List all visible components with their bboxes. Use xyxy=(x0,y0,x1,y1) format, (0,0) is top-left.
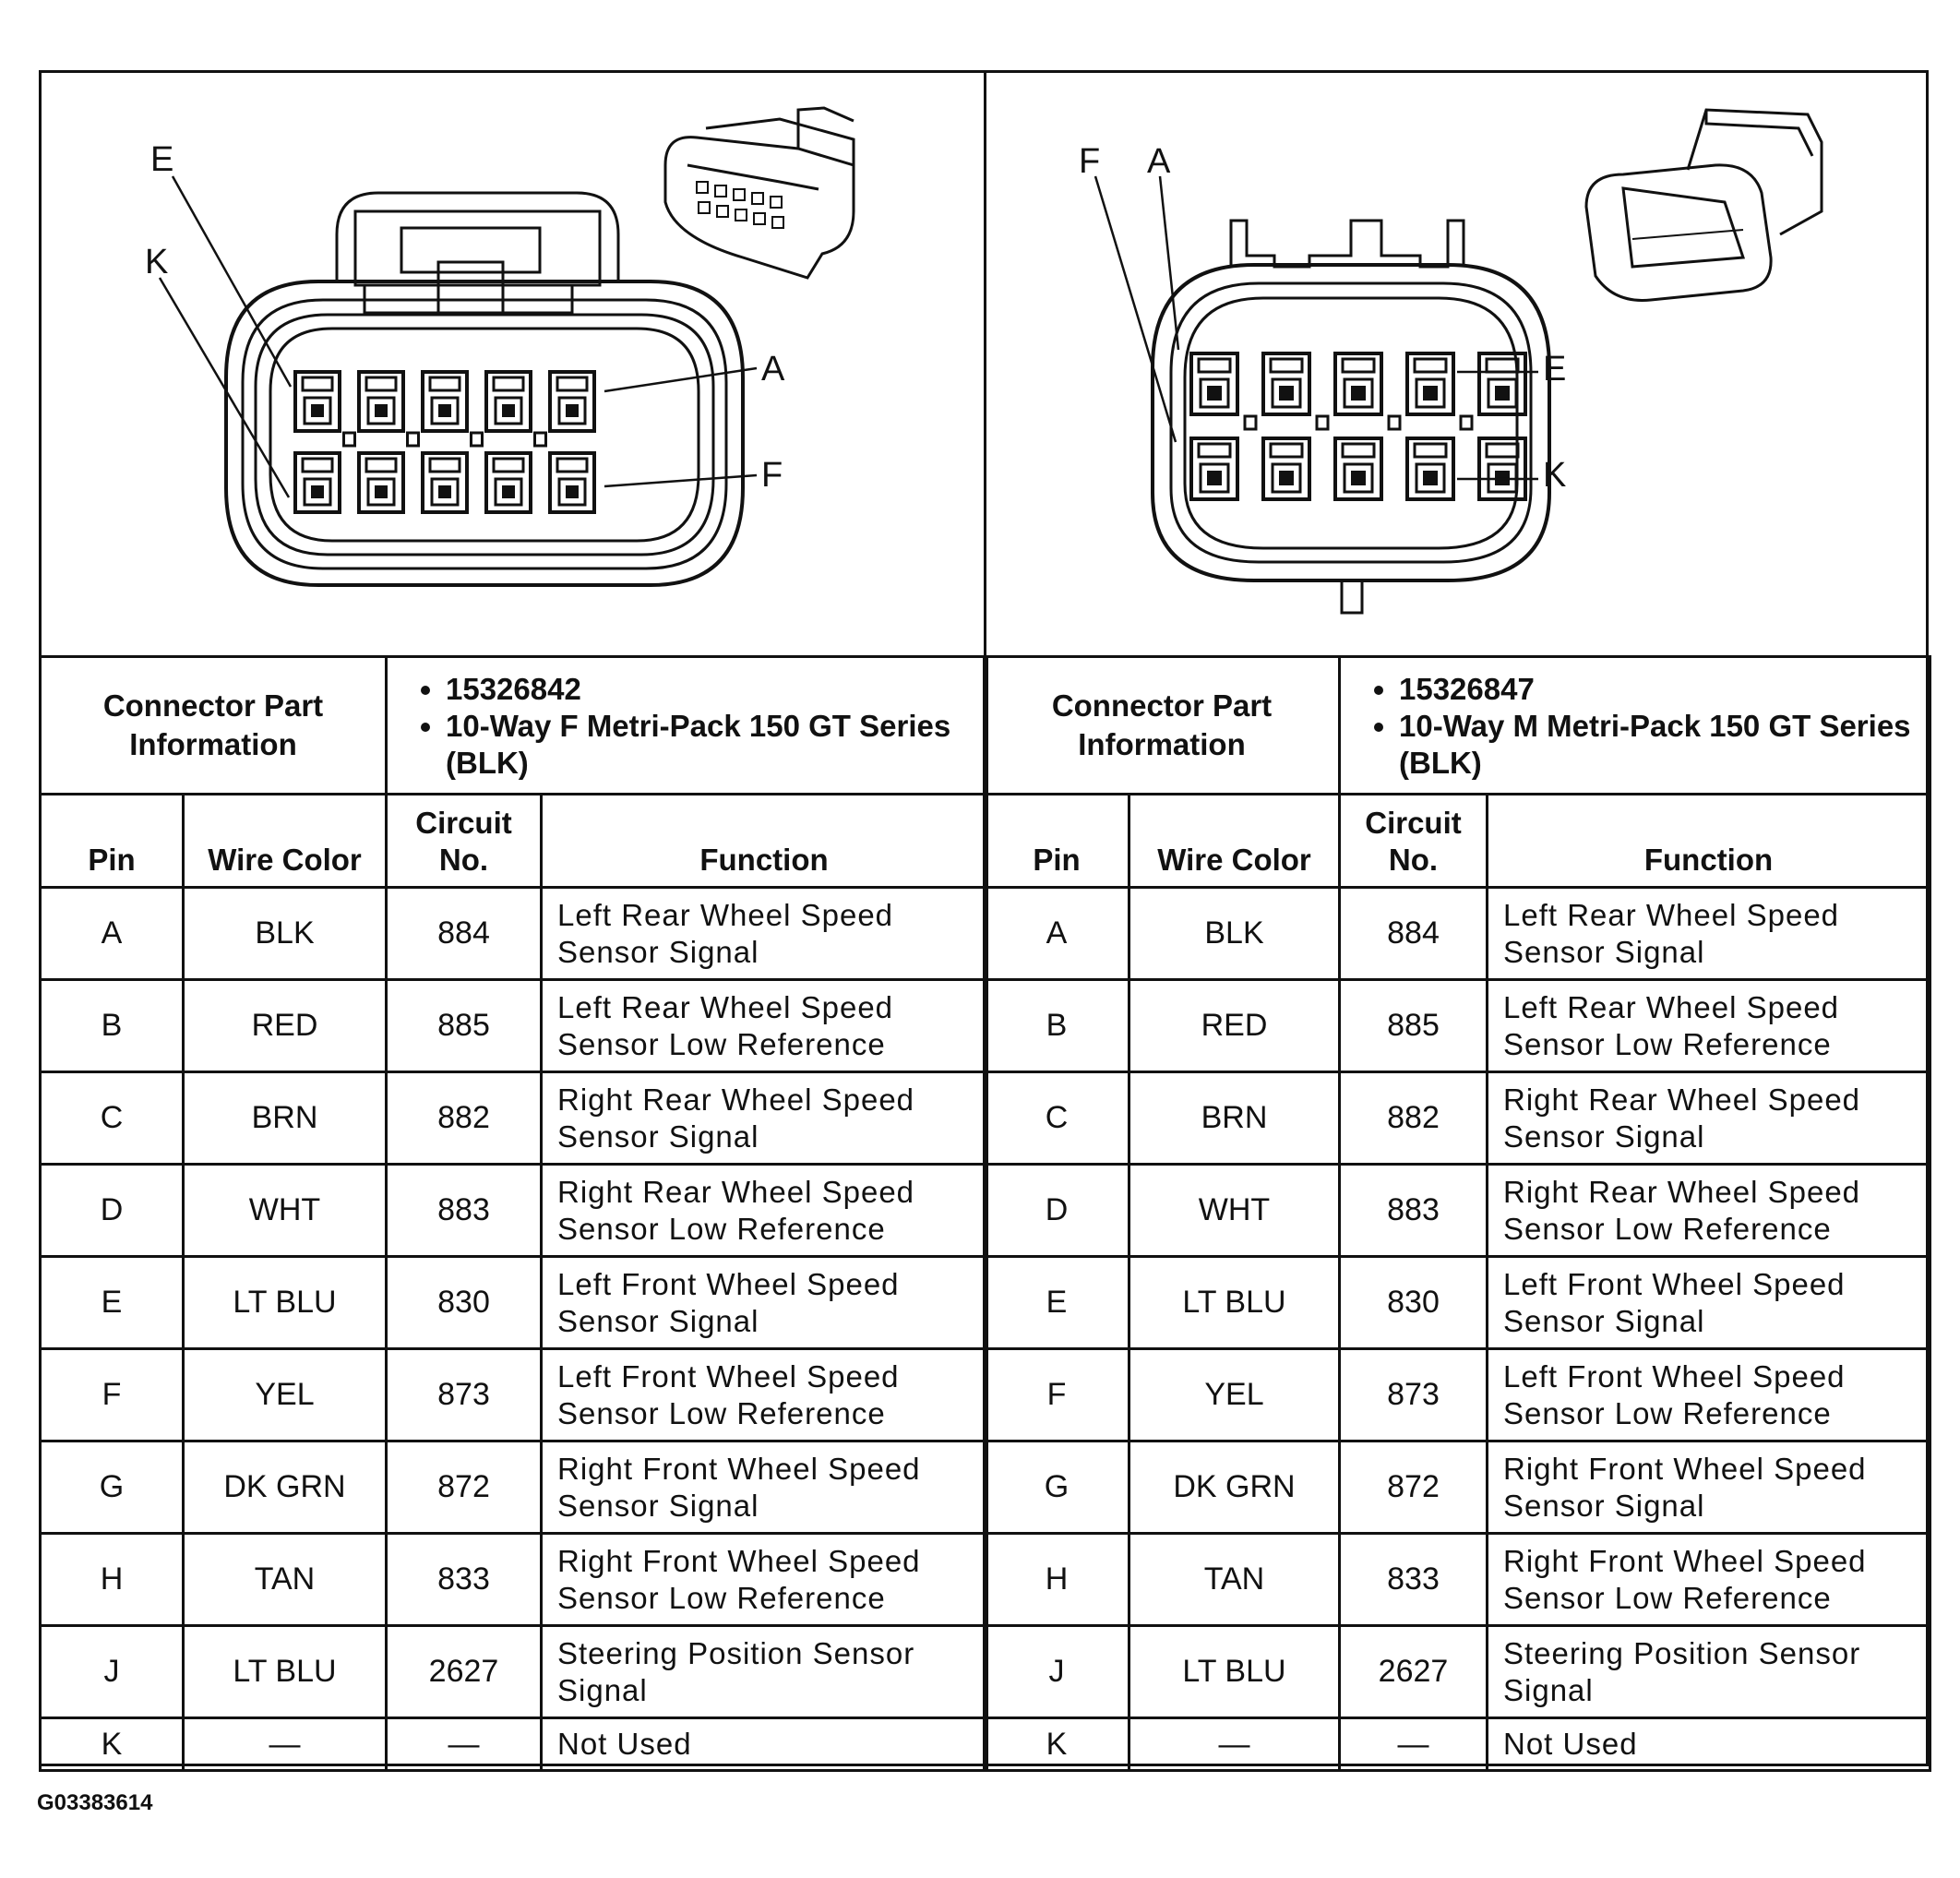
pin-row xyxy=(41,1718,987,1771)
function-cell: Right Front Wheel Speed Sensor Low Reference xyxy=(542,1534,987,1626)
function-cell: Left Front Wheel Speed Sensor Low Reference xyxy=(1488,1349,1930,1441)
pin-cavity xyxy=(423,453,467,512)
mini-connector-icon xyxy=(1586,110,1822,300)
callout-line-e xyxy=(173,176,291,387)
pin-row xyxy=(41,1441,987,1534)
male-pin-rows xyxy=(985,888,1930,1771)
wire-color-cell: RED xyxy=(1129,980,1340,1072)
wire-color-cell: — xyxy=(184,1718,387,1771)
function-cell: Steering Position Sensor Signal xyxy=(1488,1626,1930,1718)
pin-cell: B xyxy=(985,980,1129,1072)
pin-cavity xyxy=(359,453,403,512)
pin-cavity xyxy=(550,372,594,431)
circuit-header: Circuit No. xyxy=(387,795,542,888)
circuit-cell: 884 xyxy=(387,888,542,980)
function-cell: Right Rear Wheel Speed Sensor Signal xyxy=(542,1072,987,1165)
function-cell: Left Front Wheel Speed Sensor Signal xyxy=(542,1257,987,1349)
function-cell: Left Rear Wheel Speed Sensor Low Reference xyxy=(1488,980,1930,1072)
pin-cell: D xyxy=(985,1165,1129,1257)
polarizing-slot xyxy=(1461,416,1472,429)
female-connector-diagram xyxy=(42,73,984,655)
male-connector-table xyxy=(983,655,1931,1772)
wire-color-cell: WHT xyxy=(1129,1165,1340,1257)
pin-row xyxy=(41,1257,987,1349)
function-cell: Not Used xyxy=(542,1718,987,1771)
pin-row xyxy=(985,1441,1930,1534)
male-connector-body xyxy=(1153,221,1549,613)
figure-id: G03383614 xyxy=(37,1790,153,1815)
pin-row xyxy=(41,1349,987,1441)
connector-info-label: Connector Part Information xyxy=(41,657,387,795)
circuit-cell: — xyxy=(387,1718,542,1771)
pin-cavity xyxy=(1335,353,1381,414)
female-pin-rows xyxy=(41,888,987,1771)
wire-color-cell: — xyxy=(1129,1718,1340,1771)
circuit-cell: 872 xyxy=(1340,1441,1488,1534)
wire-color-cell: LT BLU xyxy=(1129,1257,1340,1349)
polarizing-slot xyxy=(472,433,483,446)
pin-header: Pin xyxy=(985,795,1129,888)
part-description: • 10-Way M Metri-Pack 150 GT Series (BLK) xyxy=(1399,708,1929,782)
callout-line-a xyxy=(604,368,757,391)
pin-cavity xyxy=(550,453,594,512)
function-header: Function xyxy=(1488,795,1930,888)
wire-color-header: Wire Color xyxy=(1129,795,1340,888)
pin-row xyxy=(41,1626,987,1718)
wire-color-cell: WHT xyxy=(184,1165,387,1257)
circuit-cell: — xyxy=(1340,1718,1488,1771)
circuit-cell: 882 xyxy=(387,1072,542,1165)
wire-color-header: Wire Color xyxy=(184,795,387,888)
pin-cavity xyxy=(423,372,467,431)
pin-row xyxy=(985,980,1930,1072)
column-header-row xyxy=(41,795,987,888)
function-cell: Left Rear Wheel Speed Sensor Signal xyxy=(1488,888,1930,980)
wire-color-cell: TAN xyxy=(1129,1534,1340,1626)
circuit-cell: 884 xyxy=(1340,888,1488,980)
circuit-cell: 830 xyxy=(387,1257,542,1349)
pin-label-f: F xyxy=(761,456,783,495)
pin-row xyxy=(985,1626,1930,1718)
polarizing-slot xyxy=(408,433,419,446)
pin-cell: E xyxy=(985,1257,1129,1349)
wire-color-cell: LT BLU xyxy=(184,1257,387,1349)
pin-label-e: E xyxy=(1543,350,1567,389)
pin-label-k: K xyxy=(1543,456,1567,495)
circuit-cell: 883 xyxy=(1340,1165,1488,1257)
part-description: • 10-Way F Metri-Pack 150 GT Series (BLK) xyxy=(446,708,986,782)
pin-label-a: A xyxy=(1147,142,1171,181)
polarizing-slot xyxy=(1317,416,1328,429)
function-cell: Right Rear Wheel Speed Sensor Signal xyxy=(1488,1072,1930,1165)
wire-color-cell: TAN xyxy=(184,1534,387,1626)
pin-row xyxy=(41,980,987,1072)
male-pin-terminals xyxy=(1191,353,1525,499)
pin-cell: A xyxy=(985,888,1129,980)
connector-part-info xyxy=(387,657,987,795)
pin-cell: A xyxy=(41,888,184,980)
pin-cell: H xyxy=(41,1534,184,1626)
wire-color-cell: YEL xyxy=(1129,1349,1340,1441)
wire-color-cell: BRN xyxy=(1129,1072,1340,1165)
callout-line-a xyxy=(1160,176,1178,350)
pin-cell: D xyxy=(41,1165,184,1257)
pin-row xyxy=(985,1257,1930,1349)
pin-label-f: F xyxy=(1079,142,1101,181)
function-cell: Left Front Wheel Speed Sensor Low Reference xyxy=(542,1349,987,1441)
pin-cell: E xyxy=(41,1257,184,1349)
connector-info-label: Connector Part Information xyxy=(985,657,1340,795)
function-cell: Steering Position Sensor Signal xyxy=(542,1626,987,1718)
function-cell: Right Front Wheel Speed Sensor Signal xyxy=(1488,1441,1930,1534)
polarizing-slot xyxy=(535,433,546,446)
connector-part-info xyxy=(1340,657,1930,795)
circuit-cell: 883 xyxy=(387,1165,542,1257)
wire-color-cell: YEL xyxy=(184,1349,387,1441)
pin-cell: K xyxy=(985,1718,1129,1771)
connector-info-row xyxy=(41,657,987,795)
polarizing-slot xyxy=(344,433,355,446)
function-header: Function xyxy=(542,795,987,888)
wire-color-cell: DK GRN xyxy=(1129,1441,1340,1534)
pin-cell: F xyxy=(41,1349,184,1441)
wire-color-cell: LT BLU xyxy=(1129,1626,1340,1718)
part-number: • 15326842 xyxy=(446,671,986,708)
callout-line-f xyxy=(604,475,757,486)
female-pin-callouts xyxy=(160,176,757,497)
mini-connector-icon xyxy=(665,108,854,278)
pin-cell: F xyxy=(985,1349,1129,1441)
pin-cavity xyxy=(1191,438,1237,499)
pin-cavity xyxy=(1407,353,1453,414)
pin-header: Pin xyxy=(41,795,184,888)
pin-cell: H xyxy=(985,1534,1129,1626)
pin-cavity xyxy=(1263,438,1309,499)
pin-cavity xyxy=(1335,438,1381,499)
polarizing-slot xyxy=(1245,416,1256,429)
pin-row xyxy=(41,888,987,980)
wire-color-cell: BRN xyxy=(184,1072,387,1165)
pin-cavity xyxy=(486,372,531,431)
circuit-cell: 2627 xyxy=(387,1626,542,1718)
wire-color-cell: BLK xyxy=(184,888,387,980)
pin-row xyxy=(985,1072,1930,1165)
circuit-cell: 873 xyxy=(1340,1349,1488,1441)
pin-cavity xyxy=(1407,438,1453,499)
circuit-cell: 872 xyxy=(387,1441,542,1534)
pin-cell: C xyxy=(41,1072,184,1165)
pin-cavity xyxy=(295,453,340,512)
pin-cell: J xyxy=(41,1626,184,1718)
pin-cavity xyxy=(1263,353,1309,414)
pin-cavity xyxy=(359,372,403,431)
pin-cell: K xyxy=(41,1718,184,1771)
pin-cell: B xyxy=(41,980,184,1072)
circuit-header: Circuit No. xyxy=(1340,795,1488,888)
pin-cavity xyxy=(486,453,531,512)
function-cell: Right Front Wheel Speed Sensor Signal xyxy=(542,1441,987,1534)
function-cell: Right Rear Wheel Speed Sensor Low Reference xyxy=(542,1165,987,1257)
circuit-cell: 885 xyxy=(387,980,542,1072)
connector-info-row xyxy=(985,657,1930,795)
circuit-cell: 2627 xyxy=(1340,1626,1488,1718)
circuit-cell: 830 xyxy=(1340,1257,1488,1349)
function-cell: Left Rear Wheel Speed Sensor Signal xyxy=(542,888,987,980)
column-header-row xyxy=(985,795,1930,888)
circuit-cell: 873 xyxy=(387,1349,542,1441)
function-cell: Left Rear Wheel Speed Sensor Low Reference xyxy=(542,980,987,1072)
pin-row xyxy=(41,1072,987,1165)
circuit-cell: 885 xyxy=(1340,980,1488,1072)
pin-row xyxy=(985,888,1930,980)
circuit-cell: 833 xyxy=(387,1534,542,1626)
wire-color-cell: BLK xyxy=(1129,888,1340,980)
pin-label-k: K xyxy=(145,243,169,281)
pin-cell: J xyxy=(985,1626,1129,1718)
pin-row xyxy=(985,1165,1930,1257)
function-cell: Right Front Wheel Speed Sensor Low Reference xyxy=(1488,1534,1930,1626)
pin-label-e: E xyxy=(150,140,174,179)
pin-row xyxy=(985,1349,1930,1441)
wire-color-cell: RED xyxy=(184,980,387,1072)
pin-row xyxy=(985,1718,1930,1771)
pin-cell: C xyxy=(985,1072,1129,1165)
pin-row xyxy=(41,1165,987,1257)
female-pin-cavities xyxy=(295,372,594,512)
pin-cell: G xyxy=(41,1441,184,1534)
pin-row xyxy=(985,1534,1930,1626)
pin-row xyxy=(41,1534,987,1626)
part-number: • 15326847 xyxy=(1399,671,1929,708)
pin-label-a: A xyxy=(761,350,785,389)
pin-cell: G xyxy=(985,1441,1129,1534)
wire-color-cell: DK GRN xyxy=(184,1441,387,1534)
circuit-cell: 833 xyxy=(1340,1534,1488,1626)
wire-color-cell: LT BLU xyxy=(184,1626,387,1718)
function-cell: Not Used xyxy=(1488,1718,1930,1771)
function-cell: Right Rear Wheel Speed Sensor Low Reference xyxy=(1488,1165,1930,1257)
pin-cavity xyxy=(295,372,340,431)
female-connector-table xyxy=(39,655,988,1772)
function-cell: Left Front Wheel Speed Sensor Signal xyxy=(1488,1257,1930,1349)
circuit-cell: 882 xyxy=(1340,1072,1488,1165)
polarizing-slot xyxy=(1389,416,1400,429)
male-connector-diagram xyxy=(986,73,1926,655)
pin-cavity xyxy=(1191,353,1237,414)
male-pin-callouts xyxy=(1095,176,1538,479)
